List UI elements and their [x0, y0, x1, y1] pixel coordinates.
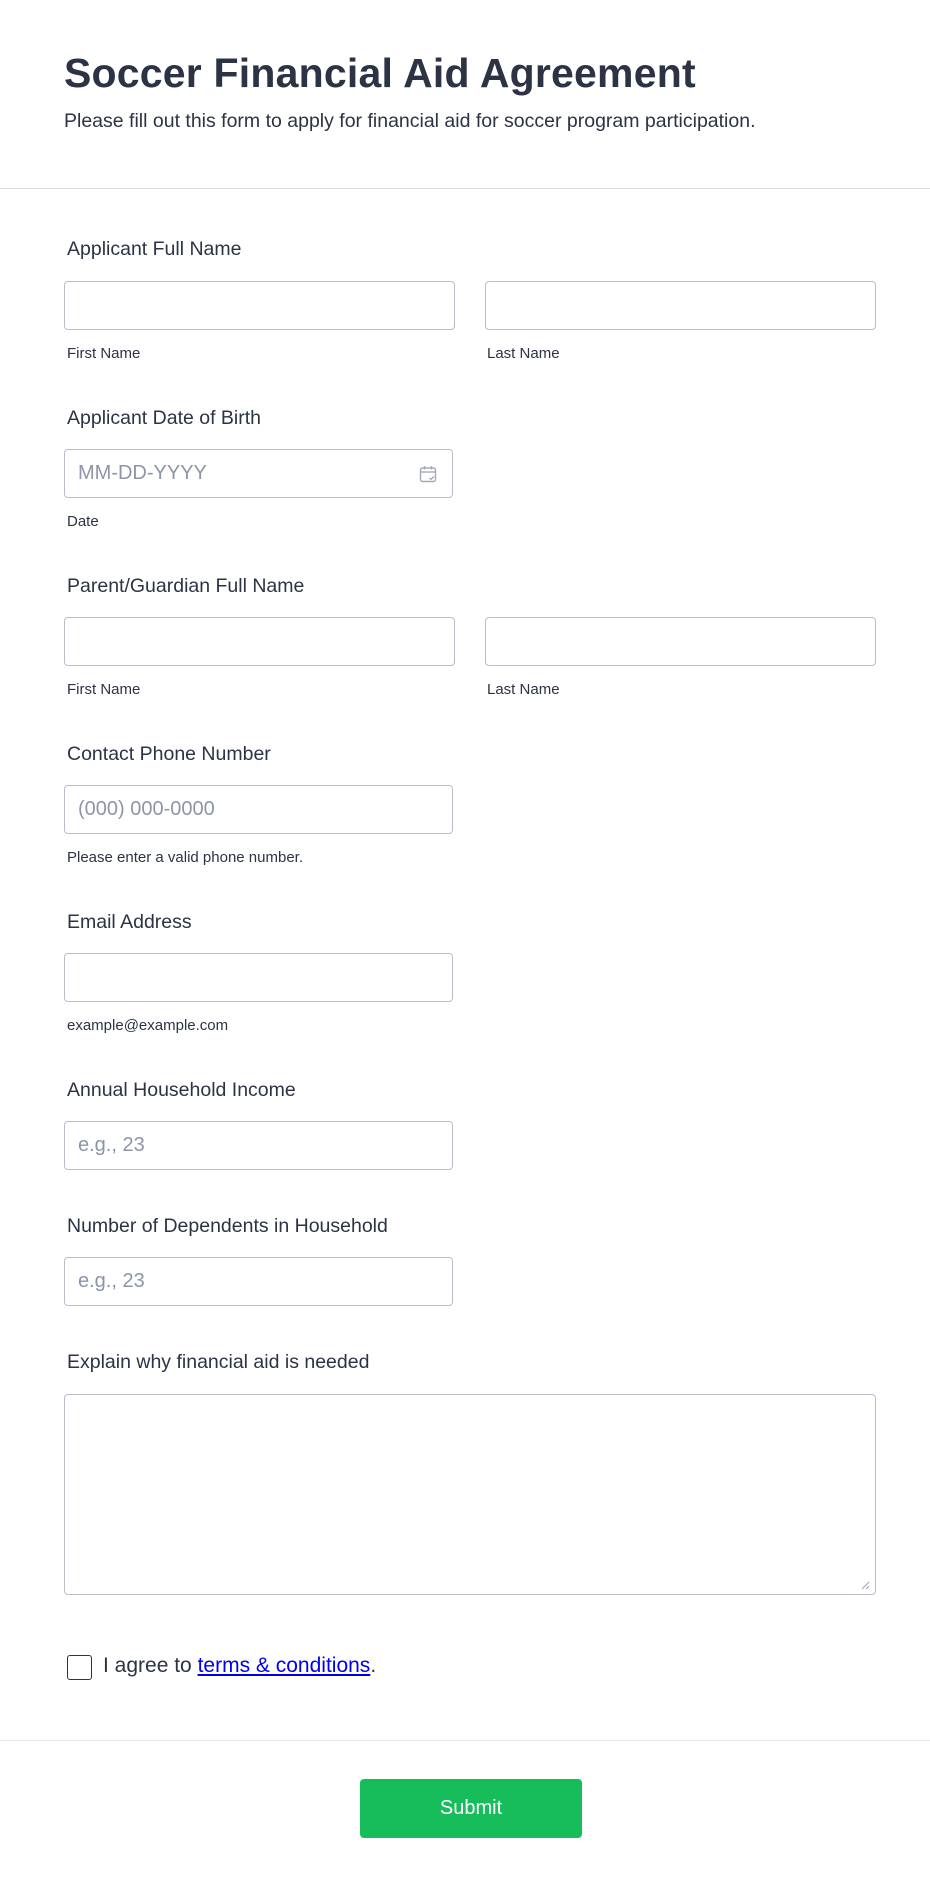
explanation-label: Explain why financial aid is needed — [67, 1351, 370, 1373]
dependents-input[interactable] — [64, 1257, 453, 1306]
dob-sublabel: Date — [67, 513, 99, 530]
explanation-textarea[interactable] — [64, 1394, 876, 1595]
dob-input[interactable] — [64, 449, 453, 498]
applicant-first-name-input[interactable] — [64, 281, 455, 330]
submit-button[interactable]: Submit — [360, 1779, 582, 1838]
dependents-label: Number of Dependents in Household — [67, 1215, 388, 1237]
terms-checkbox[interactable] — [67, 1655, 92, 1680]
terms-link[interactable]: terms & conditions — [197, 1654, 371, 1677]
income-label: Annual Household Income — [67, 1079, 296, 1101]
page-subtitle: Please fill out this form to apply for financial aid for soccer program participation. — [64, 110, 756, 132]
guardian-first-name-sublabel: First Name — [67, 681, 141, 698]
terms-prefix: I agree to — [103, 1654, 198, 1677]
form-header — [0, 0, 930, 189]
income-input[interactable] — [64, 1121, 453, 1170]
applicant-last-name-input[interactable] — [485, 281, 876, 330]
email-sublabel: example@example.com — [67, 1017, 229, 1034]
applicant-first-name-sublabel: First Name — [67, 345, 141, 362]
resize-grip-icon[interactable] — [860, 1580, 870, 1590]
dob-label: Applicant Date of Birth — [67, 407, 262, 429]
applicant-last-name-sublabel: Last Name — [487, 345, 560, 362]
terms-suffix: . — [370, 1654, 377, 1677]
applicant-name-label: Applicant Full Name — [67, 238, 242, 260]
footer-divider — [0, 1740, 930, 1741]
terms-agreement-text — [103, 1654, 376, 1678]
guardian-last-name-sublabel: Last Name — [487, 681, 560, 698]
phone-input[interactable] — [64, 785, 453, 834]
calendar-icon[interactable] — [419, 465, 437, 483]
guardian-last-name-input[interactable] — [485, 617, 876, 666]
email-input[interactable] — [64, 953, 453, 1002]
page-title: Soccer Financial Aid Agreement — [64, 50, 696, 96]
phone-sublabel: Please enter a valid phone number. — [67, 849, 303, 866]
guardian-first-name-input[interactable] — [64, 617, 455, 666]
phone-label: Contact Phone Number — [67, 743, 271, 765]
guardian-name-label: Parent/Guardian Full Name — [67, 575, 305, 597]
email-label: Email Address — [67, 911, 192, 933]
